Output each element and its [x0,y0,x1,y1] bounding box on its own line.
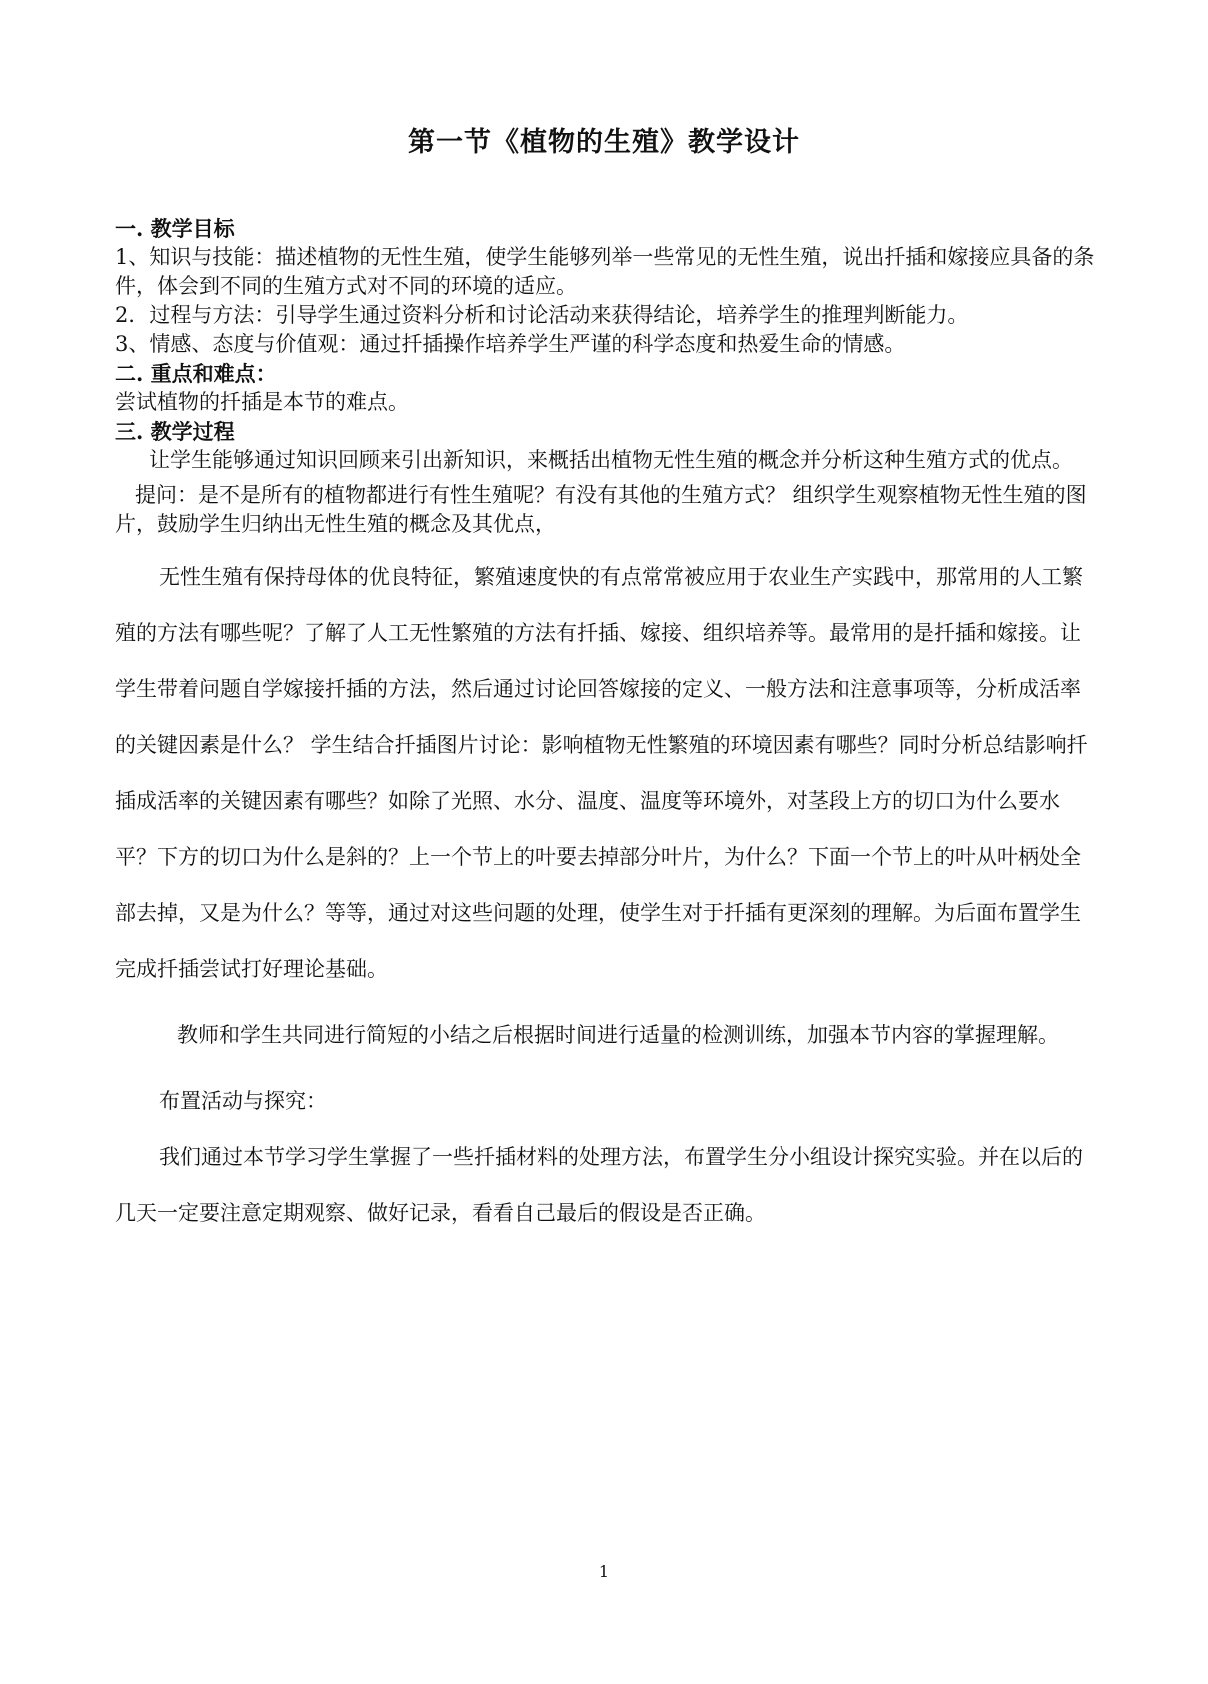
section-heading-key-points: 二. 重点和难点： [115,361,277,386]
process-paragraph-2: 提问：是不是所有的植物都进行有性生殖呢？有没有其他的生殖方式？ 组织学生观察植物无性生殖的图片，鼓励学生归纳出无性生殖的概念及其优点， [115,483,1087,536]
objective-item-2: 2．过程与方法：引导学生通过资料分析和讨论活动来获得结论，培养学生的推理判断能力。 [115,303,969,327]
section-heading-process: 三. 教学过程 [115,419,235,444]
key-points-text: 尝试植物的扦插是本节的难点。 [115,390,409,414]
objective-item-3: 3、情感、态度与价值观：通过扦插操作培养学生严谨的科学态度和热爱生命的情感。 [115,332,906,356]
process-paragraph-3: 无性生殖有保持母体的优良特征，繁殖速度快的有点常常被应用于农业生产实践中，那常用的人工繁殖的方法有哪些呢？了解了人工无性繁殖的方法有扦插、嫁接、组织培养等。最常用的是扦插和嫁接。让学生带着问题自学嫁接扦插的方法，然后通过讨论回答嫁接的定义、一般方法和注意事项等，分析成活率的关键因素是什么？ 学生结合扦插图片讨论：影响植物无性繁殖的环境因素有哪些？同时分析总结影响扦插成活率的关键因素有哪些？如除了光照、水分、温度、温度等环境外，对茎段上方的切口为什么要水平？下方的切口为什么是斜的？上一个节上的叶要去掉部分叶片，为什么？下面一个节上的叶从叶柄处全部去掉，又是为什么？等等，通过对这些问题的处理，使学生对于扦插有更深刻的理解。为后面布置学生完成扦插尝试打好理论基础。 [115,565,1088,981]
process-paragraph-1: 让学生能够通过知识回顾来引出新知识，来概括出植物无性生殖的概念并分析这种生殖方式的优点。 [149,448,1073,472]
objective-item-1: 1、知识与技能：描述植物的无性生殖，使学生能够列举一些常见的无性生殖，说出扦插和嫁接应具备的条件，体会到不同的生殖方式对不同的环境的适应。 [115,245,1095,298]
document-body [115,214,1095,1241]
section-heading-objectives: 一. 教学目标 [115,216,235,241]
process-paragraph-4: 教师和学生共同进行简短的小结之后根据时间进行适量的检测训练，加强本节内容的掌握理解。 [177,1023,1059,1047]
page-number: 1 [598,1562,610,1581]
document-title: 第一节《植物的生殖》教学设计 [408,127,800,158]
process-paragraph-6: 我们通过本节学习学生掌握了一些扦插材料的处理方法，布置学生分小组设计探究实验。并在以后的几天一定要注意定期观察、做好记录，看看自己最后的假设是否正确。 [115,1145,1083,1225]
process-paragraph-5: 布置活动与探究： [159,1089,327,1113]
